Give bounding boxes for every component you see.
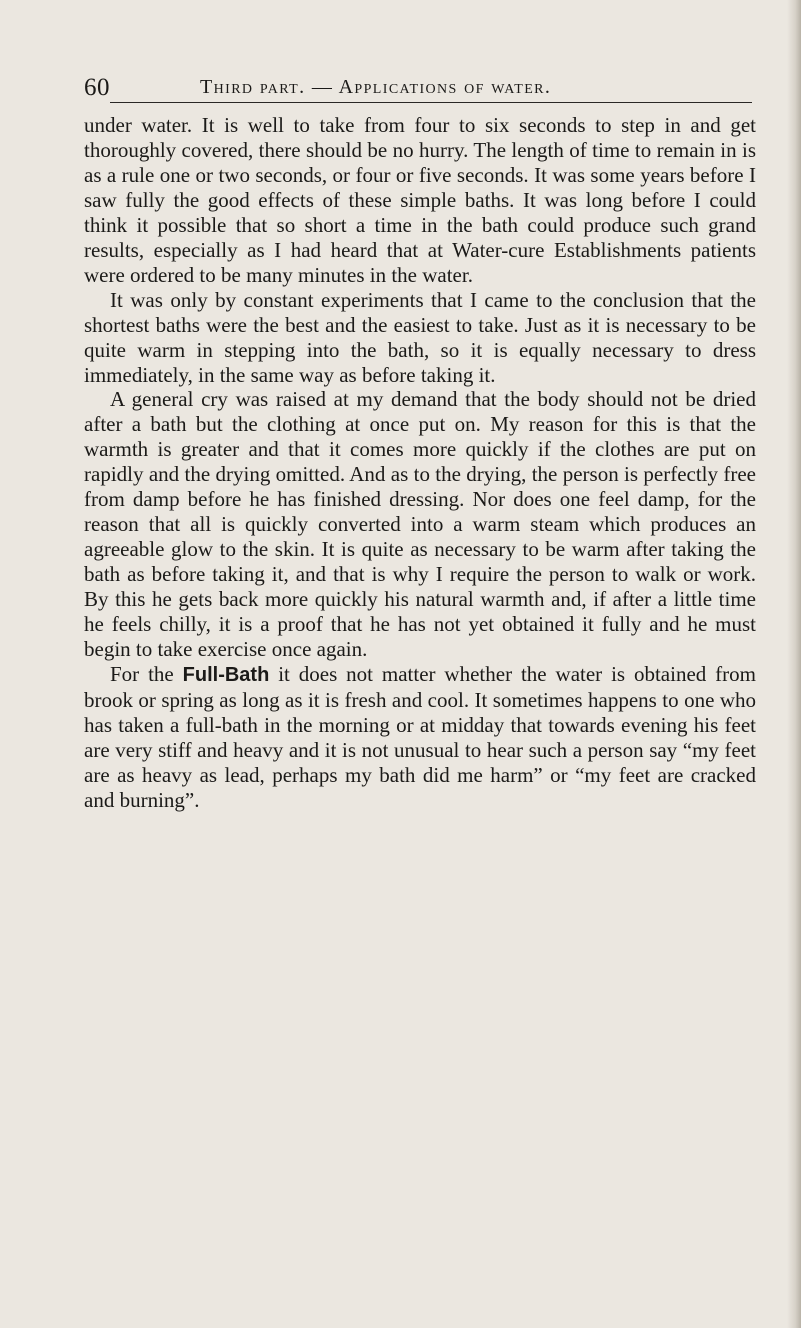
full-bath-heading: Full-Bath	[182, 663, 270, 686]
paragraph-4-text: it does not matter whether the water is obtained from brook or spring as long as it is fresh and cool. It sometimes happens to one who has taken a full-bath in the morning or at midday that towards evening his feet are very stiff and heavy and it is not unusual to hear such a person say “my feet are as heavy as lead, perhaps my bath did me harm” or “my feet are cracked and burning”.	[84, 661, 757, 812]
running-head: Third part. — Applications of water.	[200, 76, 552, 98]
paragraph-2: It was only by constant experiments that I came to the conclusion that the shortest baths were the best and the easiest to take. Just as it is necessary to be quite warm in stepping into the bath, so it is equally necessary to dress immediately, in the same way as before taking it.	[84, 287, 756, 387]
header-rule	[110, 102, 752, 103]
paragraph-1: under water. It is well to take from four to six seconds to step in and get thoroughly covered, there should be no hurry. The length of time to remain in is as a rule one or two seconds, or four or five seconds. It was some years before I saw fully the good effects of these simple baths. It was long before I could think it possible that so short a time in the bath could produce such grand results, especially as I had heard that at Water-cure Establishments patients were ordered to be many minutes in the water.	[84, 113, 756, 287]
body-text	[84, 113, 756, 813]
page-number: 60	[84, 74, 110, 101]
page-edge-shadow	[787, 0, 801, 1328]
paragraph-4	[84, 662, 756, 813]
page-header	[84, 74, 754, 104]
paragraph-3: A general cry was raised at my demand that the body should not be dried after a bath but the clothing at once put on. My reason for this is that the warmth is greater and that it comes more quickly if the clothes are put on rapidly and the drying omitted. And as to the drying, the person is perfectly free from damp before he has finished dressing. Nor does one feel damp, for the reason that all is quickly converted into a warm steam which produces an agreeable glow to the skin. It is quite as necessary to be warm after taking the bath as before taking it, and that is why I require the person to walk or work. By this he gets back more quickly his natural warmth and, if after a little time he feels chilly, it is a proof that he has not yet obtained it fully and he must begin to take exercise once again.	[84, 387, 756, 662]
paragraph-4-lead: For the	[110, 661, 183, 686]
